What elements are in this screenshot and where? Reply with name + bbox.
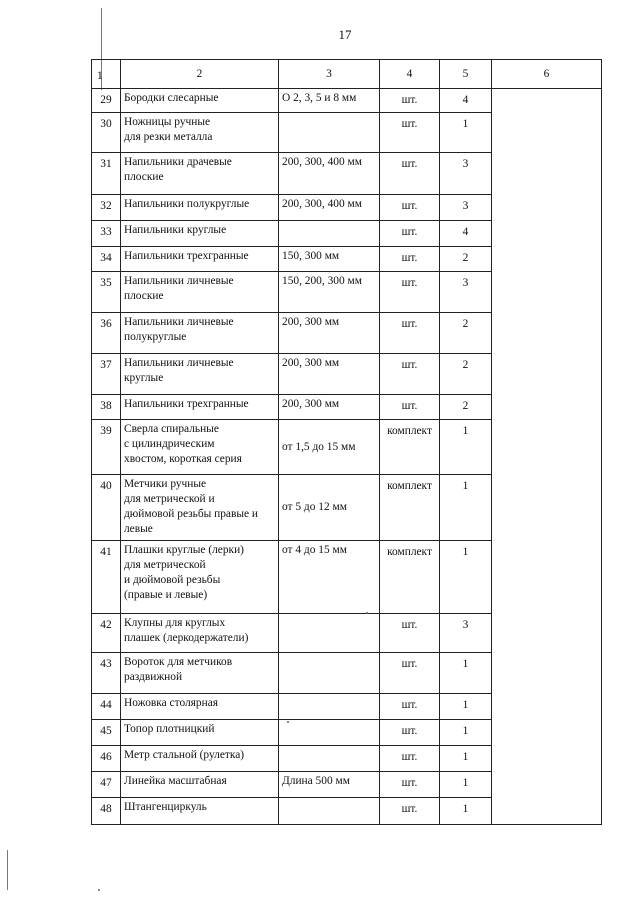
cell-spec: 200, 300 мм bbox=[279, 354, 380, 395]
cell-name bbox=[121, 272, 279, 313]
equipment-table bbox=[91, 59, 602, 825]
cell-name bbox=[121, 772, 279, 798]
cell-name bbox=[121, 541, 279, 614]
cell-number: 31 bbox=[92, 153, 121, 195]
cell-name bbox=[121, 195, 279, 221]
cell-unit: шт. bbox=[380, 153, 440, 195]
cell-unit: шт. bbox=[380, 354, 440, 395]
cell-unit: шт. bbox=[380, 614, 440, 653]
cell-name-line: и дюймовой резьбы bbox=[124, 574, 221, 586]
cell-name-line: плашек (леркодержатели) bbox=[124, 632, 249, 644]
cell-name-line: Сверла спиральные bbox=[124, 423, 219, 435]
cell-notes bbox=[492, 772, 602, 798]
cell-name-line: для метрической bbox=[124, 559, 206, 571]
cell-quantity: 1 bbox=[440, 420, 492, 475]
cell-name bbox=[121, 313, 279, 354]
table-row bbox=[92, 247, 602, 272]
cell-number: 42 bbox=[92, 614, 121, 653]
cell-name-line: Топор плотницкий bbox=[124, 723, 215, 735]
cell-number: 40 bbox=[92, 475, 121, 541]
cell-quantity: 1 bbox=[440, 772, 492, 798]
table-row bbox=[92, 541, 602, 614]
cell-quantity: 3 bbox=[440, 272, 492, 313]
cell-unit: комплект bbox=[380, 420, 440, 475]
cell-spec: О 2, 3, 5 и 8 мм bbox=[279, 89, 380, 113]
cell-notes bbox=[492, 395, 602, 420]
column-header-number: 1 bbox=[92, 60, 121, 89]
cell-notes bbox=[492, 541, 602, 614]
cell-name-line: с цилиндрическим bbox=[124, 438, 215, 450]
cell-name bbox=[121, 614, 279, 653]
equipment-table-body bbox=[92, 60, 602, 825]
cell-name bbox=[121, 720, 279, 746]
cell-number: 34 bbox=[92, 247, 121, 272]
table-row bbox=[92, 354, 602, 395]
cell-quantity: 2 bbox=[440, 313, 492, 354]
cell-name-line: (правые и левые) bbox=[124, 589, 208, 601]
column-header-unit: 4 bbox=[380, 60, 440, 89]
cell-spec bbox=[279, 113, 380, 153]
cell-number: 35 bbox=[92, 272, 121, 313]
cell-quantity: 1 bbox=[440, 113, 492, 153]
cell-number: 39 bbox=[92, 420, 121, 475]
table-header-row bbox=[92, 60, 602, 89]
cell-name-line: Напильники личневые bbox=[124, 357, 234, 369]
table-row bbox=[92, 395, 602, 420]
cell-name-line: левые bbox=[124, 523, 153, 535]
cell-name-line: Метчики ручные bbox=[124, 478, 207, 490]
cell-number: 44 bbox=[92, 694, 121, 720]
cell-notes bbox=[492, 313, 602, 354]
cell-quantity: 1 bbox=[440, 653, 492, 694]
table-row bbox=[92, 113, 602, 153]
cell-quantity: 1 bbox=[440, 541, 492, 614]
cell-unit: шт. bbox=[380, 395, 440, 420]
cell-spec: 200, 300, 400 мм bbox=[279, 153, 380, 195]
cell-name bbox=[121, 89, 279, 113]
cell-spec: от 5 до 12 мм bbox=[279, 475, 380, 541]
scan-speck bbox=[287, 721, 289, 723]
table-row bbox=[92, 772, 602, 798]
cell-quantity: 4 bbox=[440, 221, 492, 247]
cell-number: 46 bbox=[92, 746, 121, 772]
cell-name-line: Метр стальной (рулетка) bbox=[124, 749, 245, 761]
cell-name-line: раздвижной bbox=[124, 671, 183, 683]
cell-quantity: 1 bbox=[440, 694, 492, 720]
cell-number: 33 bbox=[92, 221, 121, 247]
table-row bbox=[92, 313, 602, 354]
table-row bbox=[92, 694, 602, 720]
cell-spec: 200, 300 мм bbox=[279, 395, 380, 420]
cell-notes bbox=[492, 272, 602, 313]
cell-name-line: дюймовой резьбы правые и bbox=[124, 508, 259, 520]
cell-number: 36 bbox=[92, 313, 121, 354]
cell-notes bbox=[492, 798, 602, 825]
scan-speck bbox=[366, 612, 368, 614]
cell-name-line: Линейка масштабная bbox=[124, 775, 227, 787]
table-row bbox=[92, 746, 602, 772]
cell-spec: 200, 300, 400 мм bbox=[279, 195, 380, 221]
cell-quantity: 1 bbox=[440, 798, 492, 825]
cell-name-line: Напильники драчевые bbox=[124, 156, 232, 168]
cell-quantity: 3 bbox=[440, 614, 492, 653]
cell-quantity: 2 bbox=[440, 354, 492, 395]
cell-name bbox=[121, 746, 279, 772]
cell-name-line: хвостом, короткая серия bbox=[124, 453, 242, 465]
cell-number: 38 bbox=[92, 395, 121, 420]
cell-quantity: 2 bbox=[440, 395, 492, 420]
cell-notes bbox=[492, 113, 602, 153]
cell-number: 32 bbox=[92, 195, 121, 221]
cell-notes bbox=[492, 247, 602, 272]
cell-unit: шт. bbox=[380, 313, 440, 354]
cell-name bbox=[121, 221, 279, 247]
cell-unit: шт. bbox=[380, 772, 440, 798]
cell-name-line: плоские bbox=[124, 171, 164, 183]
cell-unit: комплект bbox=[380, 475, 440, 541]
cell-name-line: Бородки слесарные bbox=[124, 92, 219, 104]
cell-name bbox=[121, 653, 279, 694]
cell-name-line: Плашки круглые (лерки) bbox=[124, 544, 244, 556]
cell-name bbox=[121, 694, 279, 720]
column-header-notes: 6 bbox=[492, 60, 602, 89]
cell-spec: от 1,5 до 15 мм bbox=[279, 420, 380, 475]
cell-notes bbox=[492, 720, 602, 746]
cell-quantity: 3 bbox=[440, 195, 492, 221]
cell-unit: шт. bbox=[380, 653, 440, 694]
cell-spec bbox=[279, 746, 380, 772]
scan-edge-mark bbox=[7, 850, 8, 890]
cell-unit: шт. bbox=[380, 746, 440, 772]
table-row bbox=[92, 798, 602, 825]
table-row bbox=[92, 720, 602, 746]
cell-spec bbox=[279, 221, 380, 247]
cell-number: 29 bbox=[92, 89, 121, 113]
cell-name-line: Ножницы ручные bbox=[124, 116, 211, 128]
cell-name-line: Напильники личневые bbox=[124, 316, 234, 328]
cell-name-line: Штангенциркуль bbox=[124, 801, 207, 813]
cell-spec bbox=[279, 653, 380, 694]
table-row bbox=[92, 272, 602, 313]
cell-name bbox=[121, 420, 279, 475]
table-row bbox=[92, 89, 602, 113]
cell-name-line: для резки металла bbox=[124, 131, 213, 143]
cell-notes bbox=[492, 694, 602, 720]
cell-notes bbox=[492, 420, 602, 475]
cell-quantity: 1 bbox=[440, 746, 492, 772]
cell-name-line: Клупны для круглых bbox=[124, 617, 226, 629]
cell-notes bbox=[492, 746, 602, 772]
cell-number: 45 bbox=[92, 720, 121, 746]
cell-unit: шт. bbox=[380, 272, 440, 313]
cell-number: 41 bbox=[92, 541, 121, 614]
table-row bbox=[92, 614, 602, 653]
cell-quantity: 3 bbox=[440, 153, 492, 195]
table-row bbox=[92, 221, 602, 247]
cell-spec: Длина 500 мм bbox=[279, 772, 380, 798]
cell-notes bbox=[492, 614, 602, 653]
column-header-spec: 3 bbox=[279, 60, 380, 89]
cell-notes bbox=[492, 475, 602, 541]
cell-unit: комплект bbox=[380, 541, 440, 614]
cell-unit: шт. bbox=[380, 247, 440, 272]
cell-name-line: Напильники трехгранные bbox=[124, 398, 249, 410]
cell-quantity: 2 bbox=[440, 247, 492, 272]
cell-notes bbox=[492, 653, 602, 694]
cell-name bbox=[121, 354, 279, 395]
column-header-quantity: 5 bbox=[440, 60, 492, 89]
cell-quantity: 1 bbox=[440, 720, 492, 746]
cell-spec: от 4 до 15 мм bbox=[279, 541, 380, 614]
cell-unit: шт. bbox=[380, 798, 440, 825]
cell-spec: 200, 300 мм bbox=[279, 313, 380, 354]
cell-spec bbox=[279, 720, 380, 746]
cell-unit: шт. bbox=[380, 195, 440, 221]
cell-name-line: для метрической и bbox=[124, 493, 215, 505]
cell-notes bbox=[492, 221, 602, 247]
cell-name-line: Напильники личневые bbox=[124, 275, 234, 287]
cell-unit: шт. bbox=[380, 720, 440, 746]
cell-notes bbox=[492, 354, 602, 395]
table-row bbox=[92, 475, 602, 541]
cell-number: 30 bbox=[92, 113, 121, 153]
column-header-name: 2 bbox=[121, 60, 279, 89]
table-row bbox=[92, 153, 602, 195]
cell-unit: шт. bbox=[380, 694, 440, 720]
cell-spec: 150, 200, 300 мм bbox=[279, 272, 380, 313]
cell-quantity: 4 bbox=[440, 89, 492, 113]
cell-spec: 150, 300 мм bbox=[279, 247, 380, 272]
cell-name bbox=[121, 247, 279, 272]
cell-name-line: круглые bbox=[124, 372, 164, 384]
cell-spec bbox=[279, 694, 380, 720]
cell-unit: шт. bbox=[380, 221, 440, 247]
cell-name bbox=[121, 798, 279, 825]
page-number: 17 bbox=[338, 27, 352, 42]
table-row bbox=[92, 195, 602, 221]
scan-speck bbox=[98, 889, 100, 891]
cell-number: 37 bbox=[92, 354, 121, 395]
cell-notes bbox=[492, 195, 602, 221]
cell-notes bbox=[492, 153, 602, 195]
cell-notes bbox=[492, 89, 602, 113]
cell-spec bbox=[279, 614, 380, 653]
cell-name-line: полукруглые bbox=[124, 331, 187, 343]
cell-quantity: 1 bbox=[440, 475, 492, 541]
cell-name-line: Ножовка столярная bbox=[124, 697, 218, 709]
cell-name bbox=[121, 395, 279, 420]
cell-name-line: Вороток для метчиков bbox=[124, 656, 233, 668]
cell-name bbox=[121, 475, 279, 541]
cell-name bbox=[121, 113, 279, 153]
cell-name-line: Напильники круглые bbox=[124, 224, 227, 236]
table-row bbox=[92, 420, 602, 475]
cell-unit: шт. bbox=[380, 113, 440, 153]
cell-name-line: Напильники трехгранные bbox=[124, 250, 249, 262]
cell-name-line: Напильники полукруглые bbox=[124, 198, 250, 210]
cell-number: 48 bbox=[92, 798, 121, 825]
cell-number: 47 bbox=[92, 772, 121, 798]
table-row bbox=[92, 653, 602, 694]
cell-number: 43 bbox=[92, 653, 121, 694]
cell-name bbox=[121, 153, 279, 195]
cell-spec bbox=[279, 798, 380, 825]
cell-name-line: плоские bbox=[124, 290, 164, 302]
cell-unit: шт. bbox=[380, 89, 440, 113]
